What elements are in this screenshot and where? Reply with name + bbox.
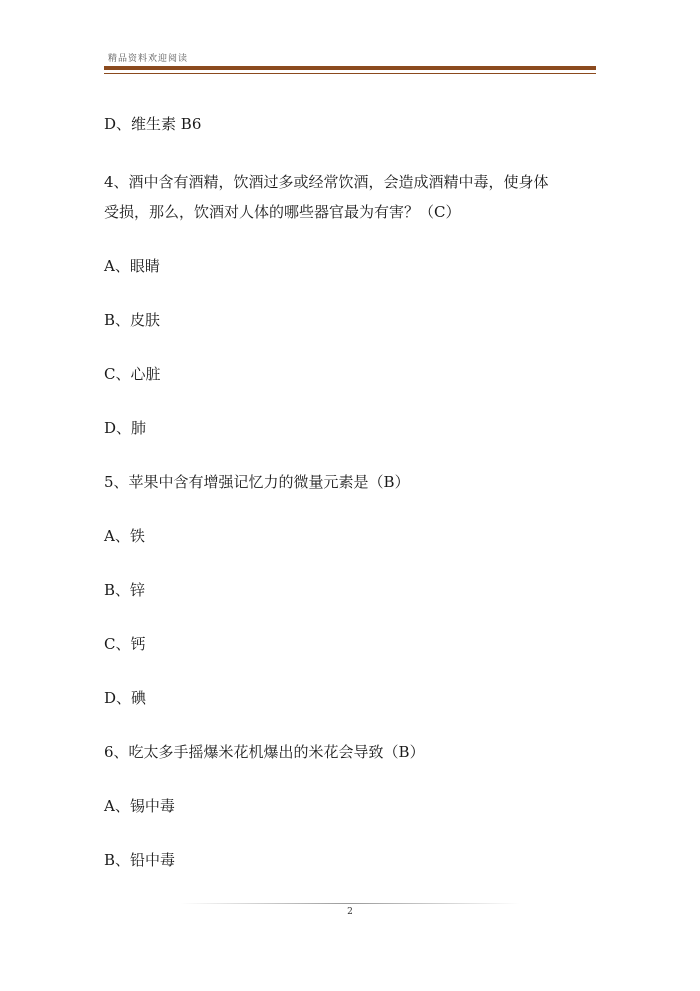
option-line: D、碘 bbox=[104, 689, 147, 707]
question-6-line: 6、吃太多手摇爆米花机爆出的米花会导致（B） bbox=[104, 743, 425, 761]
option-line: D、肺 bbox=[104, 419, 147, 437]
option-line: A、眼睛 bbox=[104, 257, 160, 275]
option-line: B、铅中毒 bbox=[104, 851, 176, 869]
option-line: A、铁 bbox=[104, 527, 145, 545]
option-line: C、钙 bbox=[104, 635, 146, 653]
question-4-line-2: 受损，那么，饮酒对人体的哪些器官最为有害？（C） bbox=[104, 203, 461, 221]
footer-rule bbox=[180, 903, 520, 904]
option-line: D、维生素 B6 bbox=[104, 115, 202, 133]
option-line: A、锡中毒 bbox=[104, 797, 175, 815]
option-line: C、心脏 bbox=[104, 365, 161, 383]
header-rule-thick bbox=[104, 66, 596, 70]
question-5-line: 5、苹果中含有增强记忆力的微量元素是（B） bbox=[104, 473, 410, 491]
header-rule-thin bbox=[104, 73, 596, 74]
option-line: B、锌 bbox=[104, 581, 146, 599]
question-4-line-1: 4、酒中含有酒精，饮酒过多或经常饮酒，会造成酒精中毒，使身体 bbox=[104, 173, 549, 191]
option-line: B、皮肤 bbox=[104, 311, 161, 329]
page-header-title: 精品资料欢迎阅读 bbox=[108, 54, 189, 64]
page-number: 2 bbox=[347, 907, 353, 917]
